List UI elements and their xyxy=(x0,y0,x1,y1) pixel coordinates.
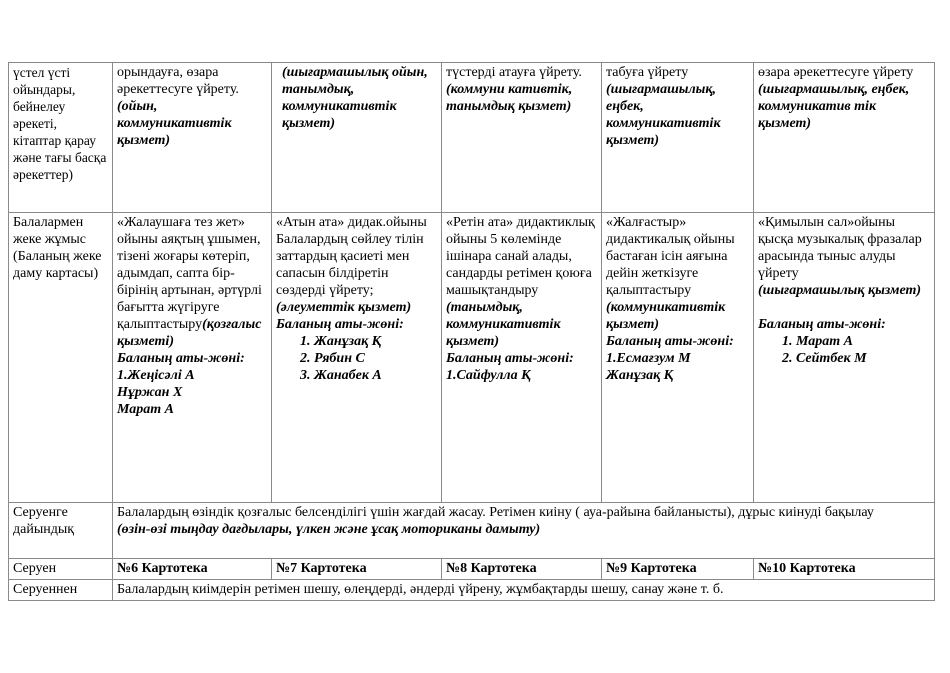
row-label xyxy=(9,63,113,213)
row-label-text: Балалармен жеке жұмыс (Баланың жеке даму картасы) xyxy=(13,215,102,281)
child-name: 3. Жанабек А xyxy=(314,367,437,384)
activity-tag: (коммуни кативтік, танымдық қызмет) xyxy=(446,82,573,114)
cell-text: табуға үйрету xyxy=(606,65,689,80)
child-name: Марат А xyxy=(117,402,174,417)
table-cell xyxy=(442,63,602,213)
table-cell xyxy=(754,213,935,503)
cell-text: орындауға, өзара әрекеттесуге үйрету. xyxy=(117,65,239,97)
row-label-text: Серуеннен xyxy=(13,582,78,597)
card-cell: №9 Картотека xyxy=(602,559,754,580)
table-cell xyxy=(113,213,272,503)
cell-text: «Ретін ата» дидактиклық ойыны 5 көлемінде ішінара санай алады, сандарды ретімен қоюға машықтандыру xyxy=(446,215,595,298)
cell-text: Балалардың өзіндік қозғалыс белсенділігі үшін жағдай жасау. Ретімен киіну ( ауа-райына байланысты), дұрыс киінуді бақылау xyxy=(117,505,874,520)
cell-text: өзара әрекеттесуге үйрету xyxy=(758,65,914,80)
cell-text: «Жалғастыр» дидактикалық ойыны бастаған ісін аяғына дейін жеткізуге қалыптастыру xyxy=(606,215,735,298)
names-title: Баланың аты-жөні: xyxy=(758,317,886,332)
cell-text: түстерді атауға үйрету. xyxy=(446,65,582,80)
table-cell xyxy=(113,503,935,559)
child-name: 2. Рябин С xyxy=(314,350,437,367)
activity-tag: (қозғалыс қызметі) xyxy=(117,317,262,349)
cell-text: «Жалаушаға тез жет» ойыны аяқтың ұшымен, тізені жоғары көтеріп, адымдап, сапта бір-бірінің артынан, әртүрлі бағытта жүгіруге қалыптастыру xyxy=(117,215,262,332)
table-row xyxy=(9,503,935,559)
activity-tag: (шығармашылық, еңбек, коммуникатив тік қызмет) xyxy=(758,82,910,131)
table-row xyxy=(9,213,935,503)
card-cell: №8 Картотека xyxy=(442,559,602,580)
lesson-plan-table xyxy=(8,62,935,601)
table-row xyxy=(9,63,935,213)
activity-tag: (әлеуметтік қызмет) xyxy=(276,300,412,315)
names-title: Баланың аты-жөні: xyxy=(446,351,574,366)
child-name: Жанұзақ Қ xyxy=(606,368,674,383)
table-cell xyxy=(442,213,602,503)
row-label-text: үстел үсті ойындары, бейнелеу әрекеті, кітаптар қарау және тағы басқа әрекеттер) xyxy=(13,65,107,182)
cell-text: «Атын ата» дидак.ойыны Балалардың сөйлеу тілін заттардың қасиеті мен сапасын білдіретін сөздерді үйрету; xyxy=(276,215,427,298)
row-label xyxy=(9,503,113,559)
activity-tag: (шығармашылық ойын, танымдық, коммуникативтік қызмет) xyxy=(282,65,428,131)
table-row xyxy=(9,559,935,580)
names-title: Баланың аты-жөні: xyxy=(606,334,734,349)
child-name: 1.Есмағзум М xyxy=(606,351,691,366)
cell-text: Балалардың киімдерін ретімен шешу, өлеңдерді, әндерді үйрену, жұмбақтарды шешу, санау және т. б. xyxy=(117,582,724,597)
child-name: 1.Жеңісәлі А xyxy=(117,368,195,383)
activity-tag: (коммуникативтік қызмет) xyxy=(606,300,726,332)
card-cell: №6 Картотека xyxy=(113,559,272,580)
table-cell xyxy=(113,63,272,213)
names-title: Баланың аты-жөні: xyxy=(117,351,245,366)
activity-tag: (шығармашылық, еңбек, коммуникативтік қызмет) xyxy=(606,82,721,148)
child-name: 2. Сейтбек М xyxy=(796,350,930,367)
cell-text: «Қимылын сал»ойыны қысқа музыкалық фразалар арасында тыныс алуды үйрету xyxy=(758,215,922,281)
activity-tag: (ойын, коммуникативтік қызмет) xyxy=(117,99,232,148)
card-cell: №10 Картотека xyxy=(754,559,935,580)
row-label-text: Серуенге дайындық xyxy=(13,505,75,537)
activity-tag: (шығармашылық қызмет) xyxy=(758,283,922,298)
table-cell xyxy=(272,213,442,503)
table-cell xyxy=(754,63,935,213)
row-label xyxy=(9,580,113,601)
child-name: 1. Жанұзақ Қ xyxy=(314,333,437,350)
names-title: Баланың аты-жөні: xyxy=(276,317,404,332)
names-list xyxy=(276,333,437,384)
table-row xyxy=(9,580,935,601)
names-list xyxy=(758,333,930,367)
row-label xyxy=(9,559,113,580)
row-label-text: Серуен xyxy=(13,561,57,576)
table-cell xyxy=(113,580,935,601)
table-cell xyxy=(602,63,754,213)
table-cell xyxy=(602,213,754,503)
child-name: 1.Сайфулла Қ xyxy=(446,368,531,383)
row-label xyxy=(9,213,113,503)
card-cell: №7 Картотека xyxy=(272,559,442,580)
activity-tag: (өзін-өзі тыңдау дағдылары, үлкен және ұсақ моториканы дамыту) xyxy=(117,522,541,537)
spacer xyxy=(758,299,930,316)
activity-tag: (танымдық, коммуникативтік қызмет) xyxy=(446,300,561,349)
child-name: 1. Марат А xyxy=(796,333,930,350)
child-name: Нұржан Х xyxy=(117,385,183,400)
table-cell xyxy=(272,63,442,213)
